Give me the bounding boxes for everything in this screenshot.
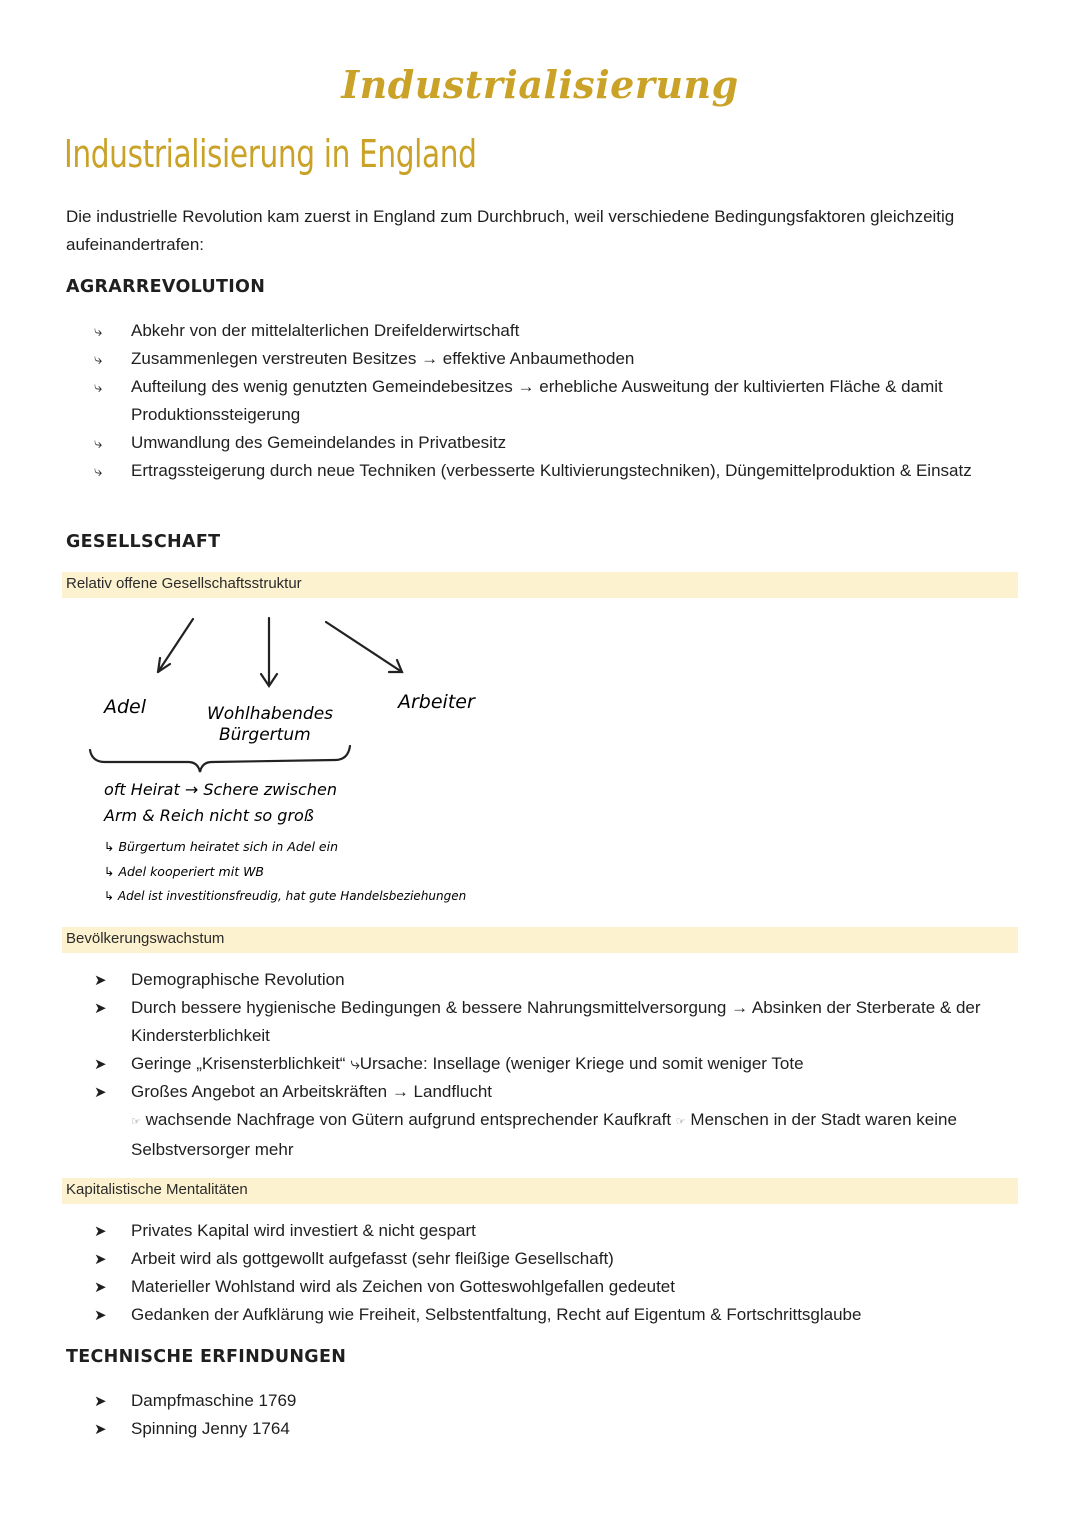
note-sub-3: ↳ Adel ist investitionsfreudig, hat gute Handelsbeziehungen [104,889,467,903]
heading-gesellschaft: GESELLSCHAFT [66,532,221,552]
note-sub-2: ↳ Adel kooperiert mit WB [104,864,265,879]
list-item: ⤷ Abkehr von der mittelalterlichen Dreifelderwirtschaft [94,317,1024,345]
list-item: ➤ Privates Kapital wird investiert & nicht gespart [94,1217,1024,1245]
agrar-list [94,317,1024,485]
list-item: ➤ Materieller Wohlstand wird als Zeichen von Gotteswohlgefallen gedeutet [94,1273,1024,1301]
highlight-band: Relativ offene Gesellschaftsstruktur [62,572,1018,598]
arrow-bullet-icon: ⤷ [94,462,103,480]
arrowhead-bullet-icon: ➤ [94,1420,107,1438]
technik-list [94,1387,1024,1443]
arrowhead-bullet-icon: ➤ [94,1083,107,1101]
arrowhead-bullet-icon: ➤ [94,1250,107,1268]
list-item: ➤ Geringe „Krisensterblichkeit“ ⤷Ursache: Insellage (weniger Kriege und somit weniger Tote [94,1050,1024,1078]
arrow-bullet-icon: ⤷ [94,378,103,396]
list-item: ➤ Dampfmaschine 1769 [94,1387,1024,1415]
arrowhead-bullet-icon: ➤ [94,1055,107,1073]
arrow-bullet-icon: ⤷ [94,434,103,452]
list-item: ➤ Spinning Jenny 1764 [94,1415,1024,1443]
node-adel: Adel [104,696,147,718]
pointing-hand-icon: ☞ [675,1116,686,1128]
section-title: Industrialisierung in England [64,132,477,176]
arrowhead-bullet-icon: ➤ [94,1278,107,1296]
list-item: ➤ Arbeit wird als gottgewollt aufgefasst (sehr fleißige Gesellschaft) [94,1245,1024,1273]
list-item: ➤ Gedanken der Aufklärung wie Freiheit, Selbstentfaltung, Recht auf Eigentum & Fortschrittsglaube [94,1301,1024,1329]
society-diagram [0,600,1080,920]
list-item: ⤷ Umwandlung des Gemeindelandes in Privatbesitz [94,429,1024,457]
page-title: Industrialisierung [341,62,739,107]
highlight-band: Bevölkerungswachstum [62,927,1018,953]
arrowhead-bullet-icon: ➤ [94,1222,107,1240]
kapital-list [94,1217,1024,1329]
arrow-bullet-icon: ⤷ [94,322,103,340]
list-item: ➤ Demographische Revolution [94,966,1024,994]
list-item: ⤷ Zusammenlegen verstreuten Besitzes → effektive Anbaumethoden [94,345,1024,373]
list-item: ➤ Großes Angebot an Arbeitskräften → Landflucht [94,1078,1024,1106]
list-item: ⤷ Aufteilung des wenig genutzten Gemeindebesitzes → erhebliche Ausweitung der kultivierten Fläche & damit Produktionssteigerung [94,373,1024,429]
note-sub-1: ↳ Bürgertum heiratet sich in Adel ein [104,839,339,854]
note-line-2: Arm & Reich nicht so groß [104,806,314,825]
arrow-bullet-icon: ⤷ [94,350,103,368]
list-item-note: ☞ wachsende Nachfrage von Gütern aufgrund entsprechender Kaufkraft ☞ Menschen in der Stadt waren keine Selbstversorger mehr [131,1110,957,1159]
arrowhead-bullet-icon: ➤ [94,1306,107,1324]
list-item: ⤷ Ertragssteigerung durch neue Techniken (verbesserte Kultivierungstechniken), Düngemittelproduktion & Einsatz [94,457,1024,485]
node-arbeiter: Arbeiter [398,691,475,713]
list-item: ➤ Durch bessere hygienische Bedingungen & bessere Nahrungsmittelversorgung → Absinken der Sterberate & der Kindersterblichkeit [94,994,1024,1050]
heading-agrarrevolution: AGRARREVOLUTION [66,277,266,297]
arrowhead-bullet-icon: ➤ [94,971,107,989]
arrow-right-icon [326,622,402,672]
heading-technische-erfindungen: TECHNISCHE ERFINDUNGEN [66,1347,347,1367]
note-line-1: oft Heirat → Schere zwischen [104,780,337,799]
curly-brace-icon [90,746,350,772]
bevoelkerung-list [94,966,1024,1164]
arrow-left-icon [158,619,193,672]
highlight-band: Kapitalistische Mentalitäten [62,1178,1018,1204]
arrowhead-bullet-icon: ➤ [94,999,107,1017]
node-buergertum-1: Wohlhabendes [207,704,334,724]
pointing-hand-icon: ☞ [131,1116,141,1128]
intro-paragraph: Die industrielle Revolution kam zuerst in England zum Durchbruch, weil verschiedene Bedingungsfaktoren gleichzeitig aufeinandertrafen: [66,207,955,254]
arrowhead-bullet-icon: ➤ [94,1392,107,1410]
node-buergertum-2: Bürgertum [219,725,311,745]
